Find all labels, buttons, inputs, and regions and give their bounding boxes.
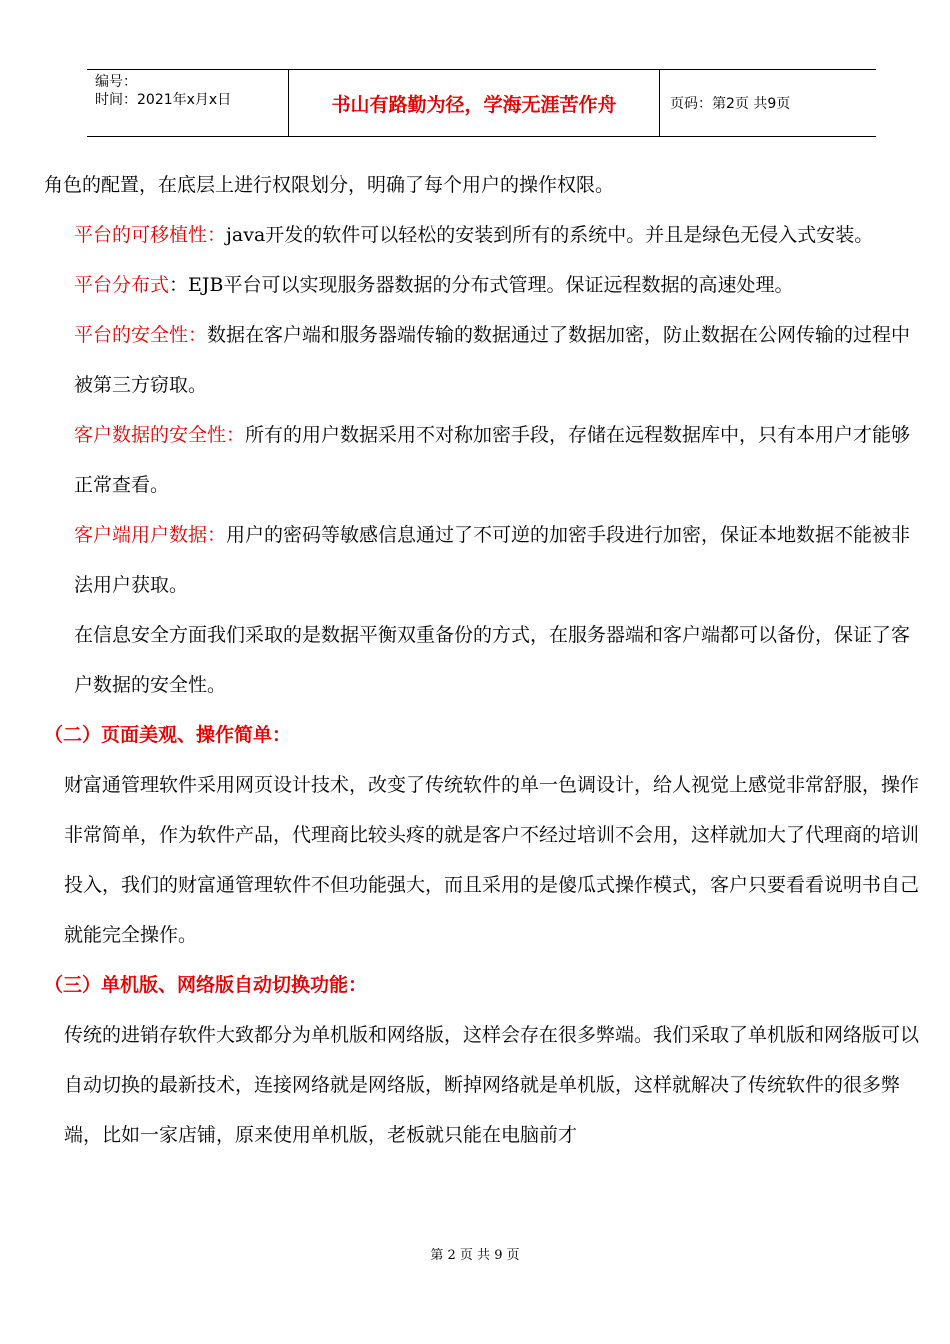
section-heading-ui: （二）页面美观、操作简单：	[44, 724, 292, 746]
paragraph-backup	[44, 610, 920, 710]
motto-cell	[288, 70, 660, 136]
paragraph-auto-switch: 传统的进销存软件大致都分为单机版和网络版，这样会存在很多弊端。我们采取了单机版和网络版可以自动切换的最新技术，连接网络就是网络版，断掉网络就是单机版，这样就解决了传统软件的很多弊端，比如一家店铺，原来使用单机版，老板就只能在电脑前才	[64, 1024, 920, 1146]
document-body	[44, 160, 920, 1160]
number-label: 编号：	[95, 74, 137, 90]
paragraph-label: 客户数据的安全性：	[74, 424, 246, 446]
page-number-label: 页码：第2页 共9页	[670, 96, 791, 112]
paragraph-text: 用户的密码等敏感信息通过了不可逆的加密手段进行加密，保证本地数据不能被非法用户获取。	[74, 524, 911, 596]
paragraph-ui-design: 财富通管理软件采用网页设计技术，改变了传统软件的单一色调设计，给人视觉上感觉非常舒服，操作非常简单，作为软件产品，代理商比较头疼的就是客户不经过培训不会用，这样就加大了代理商的培训投入，我们的财富通管理软件不但功能强大，而且采用的是傻瓜式操作模式，客户只要看看说明书自己就能完全操作。	[64, 774, 920, 946]
motto-text: 书山有路勤为径，学海无涯苦作舟	[331, 93, 617, 116]
paragraph-portability	[44, 210, 920, 260]
time-label: 时间：2021年x月x日	[95, 92, 232, 108]
paragraph-customer-data-security	[44, 410, 920, 510]
paragraph-text: 数据在客户端和服务器端传输的数据通过了数据加密，防止数据在公网传输的过程中被第三方窃取。	[74, 324, 911, 396]
page-header	[87, 69, 876, 137]
paragraph-label: 平台的可移植性：	[74, 224, 227, 246]
paragraph-text: 所有的用户数据采用不对称加密手段，存储在远程数据库中，只有本用户才能够正常查看。	[74, 424, 911, 496]
paragraph-distributed	[44, 260, 920, 310]
paragraph-platform-security	[44, 310, 920, 410]
paragraph-client-user-data	[44, 510, 920, 610]
paragraph-label: 平台分布式	[74, 274, 170, 296]
paragraph-text: java开发的软件可以轻松的安装到所有的系统中。并且是绿色无侵入式安装。	[226, 224, 874, 246]
page-footer: 第 2 页 共 9 页	[430, 1248, 520, 1263]
paragraph-label: 平台的安全性：	[74, 324, 208, 346]
paragraph-label: 客户端用户数据：	[74, 524, 227, 546]
paragraph-text: 在信息安全方面我们采取的是数据平衡双重备份的方式，在服务器端和客户端都可以备份，保证了客户数据的安全性。	[74, 624, 911, 696]
page-number-cell	[660, 70, 876, 136]
paragraph-text: ：EJB平台可以实现服务器数据的分布式管理。保证远程数据的高速处理。	[169, 274, 794, 296]
header-info-cell	[87, 70, 288, 136]
section-heading-auto-switch: （三）单机版、网络版自动切换功能：	[44, 974, 368, 996]
paragraph-text: 角色的配置，在底层上进行权限划分，明确了每个用户的操作权限。	[44, 174, 615, 196]
paragraph-role-config	[44, 160, 920, 210]
